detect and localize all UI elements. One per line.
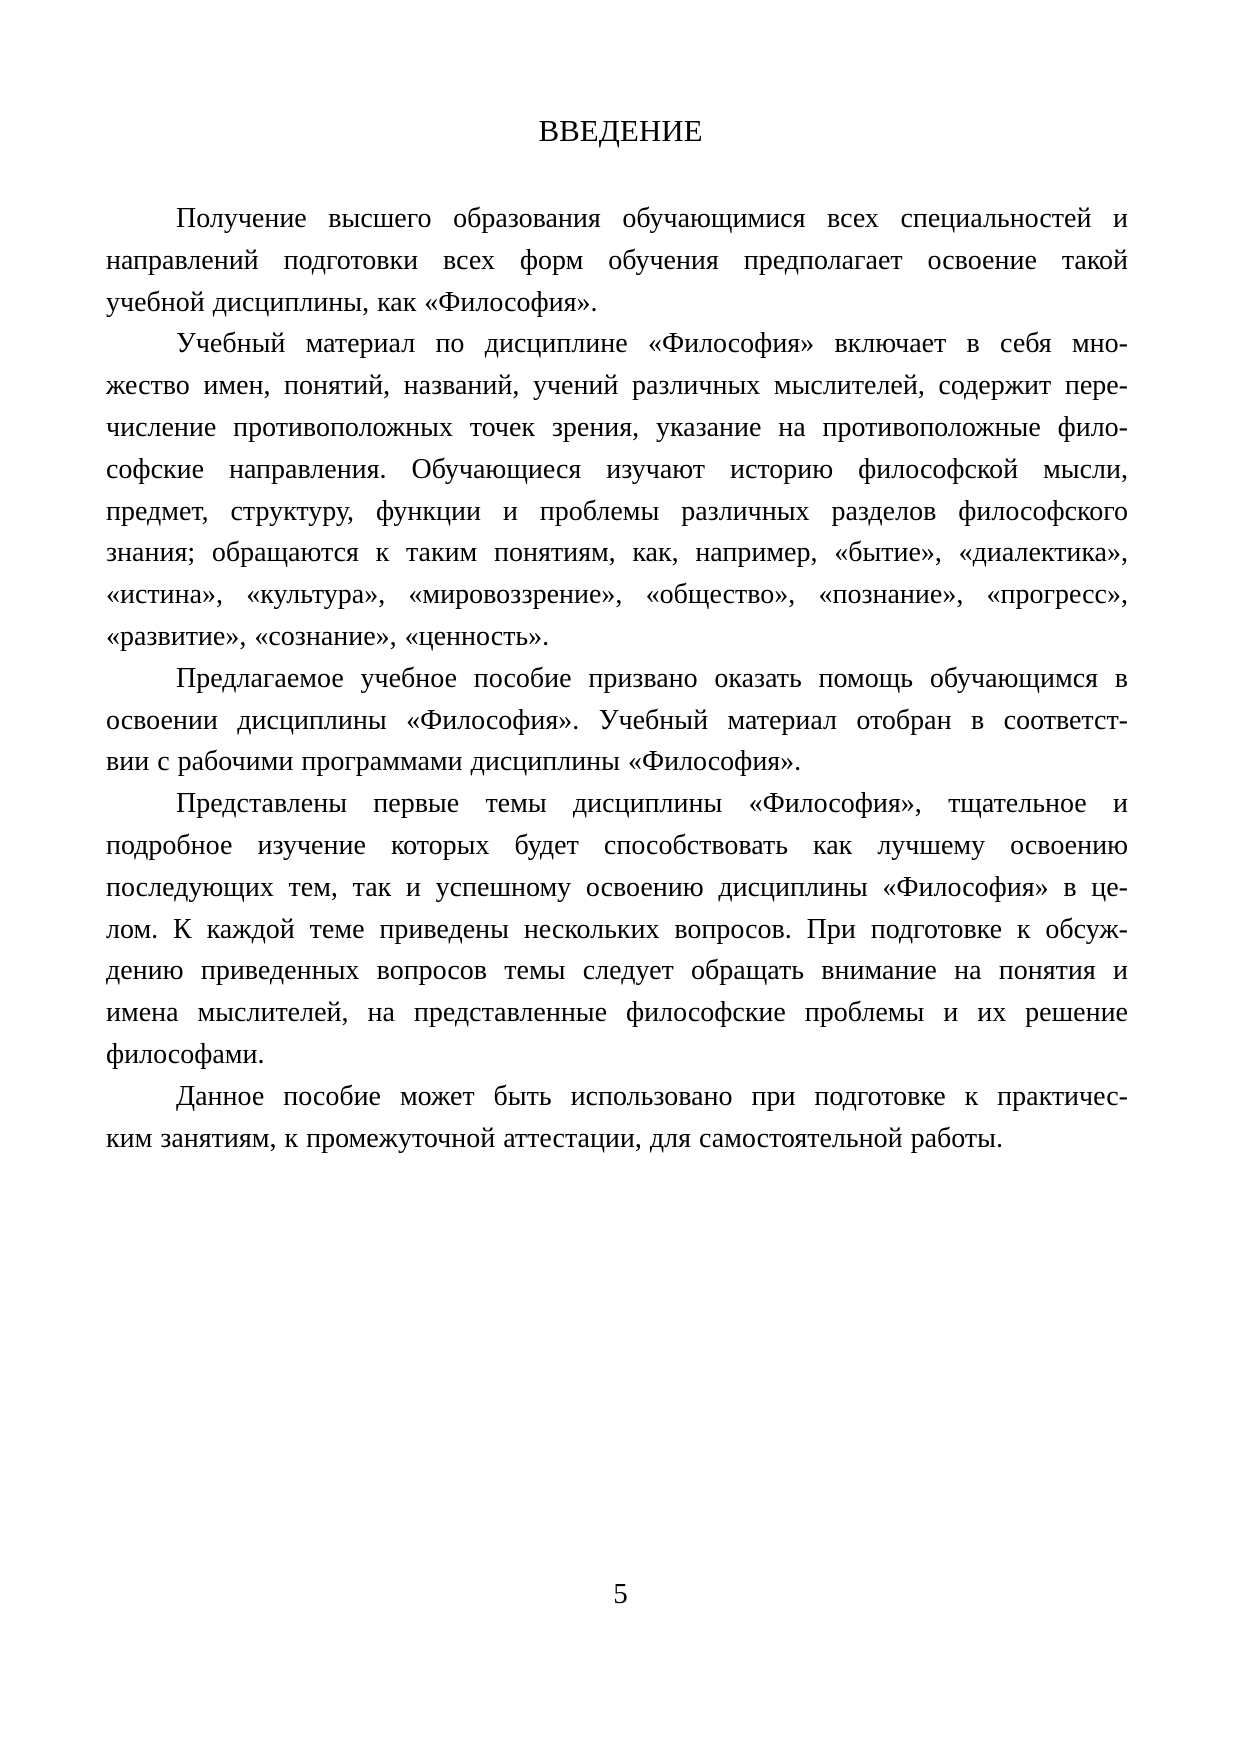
text-line: Получение высшего образования обучающимися всех специальностей и	[176, 203, 1128, 234]
text-line: знания; обращаются к таким понятиям, как, например, «бытие», «диалектика»,	[106, 537, 1128, 569]
paragraph-1	[106, 198, 1128, 323]
paragraph-5	[106, 1076, 1128, 1160]
text-line: подробное изучение которых будет способствовать как лучшему освоению	[106, 829, 1128, 861]
text-line: ким занятиям, к промежуточной аттестации, для самостоятельной работы.	[106, 1122, 1003, 1154]
text-line: предмет, структуру, функции и проблемы различных разделов философского	[106, 495, 1128, 527]
text-line: последующих тем, так и успешному освоению дисциплины «Философия» в це-	[106, 871, 1128, 903]
text-line: жество имен, понятий, названий, учений различных мыслителей, содержит пере-	[106, 370, 1128, 402]
text-line: философами.	[106, 1038, 265, 1070]
page-number: 5	[613, 1578, 628, 1610]
page-title: ВВЕДЕНИЕ	[538, 113, 703, 148]
text-line: софские направления. Обучающиеся изучают историю философской мысли,	[106, 453, 1128, 485]
text-line: лом. К каждой теме приведены нескольких вопросов. При подготовке к обсуж-	[106, 913, 1128, 945]
text-line: освоении дисциплины «Философия». Учебный материал отобран в соответст-	[106, 704, 1128, 736]
text-line: Учебный материал по дисциплине «Философия» включает в себя мно-	[176, 328, 1128, 360]
body-text	[106, 198, 1128, 1159]
text-line: вии с рабочими программами дисциплины «Философия».	[106, 746, 802, 778]
text-line: Предлагаемое учебное пособие призвано оказать помощь обучающимся в	[176, 662, 1128, 694]
text-line: числение противоположных точек зрения, указание на противоположные фило-	[106, 411, 1128, 443]
text-line: направлений подготовки всех форм обучения предполагает освоение такой	[106, 244, 1128, 276]
text-line: дению приведенных вопросов темы следует обращать внимание на понятия и	[106, 955, 1128, 987]
text-line: учебной дисциплины, как «Философия».	[106, 286, 598, 318]
paragraph-4	[106, 783, 1128, 1076]
text-line: Данное пособие может быть использовано при подготовке к практичес-	[176, 1080, 1128, 1112]
text-line: Представлены первые темы дисциплины «Философия», тщательное и	[176, 788, 1128, 820]
paragraph-2	[106, 323, 1128, 657]
paragraph-3	[106, 658, 1128, 783]
text-line: имена мыслителей, на представленные философские проблемы и их решение	[106, 997, 1128, 1029]
text-line: «истина», «культура», «мировоззрение», «общество», «познание», «прогресс»,	[106, 579, 1128, 611]
text-line: «развитие», «сознание», «ценность».	[106, 620, 550, 652]
